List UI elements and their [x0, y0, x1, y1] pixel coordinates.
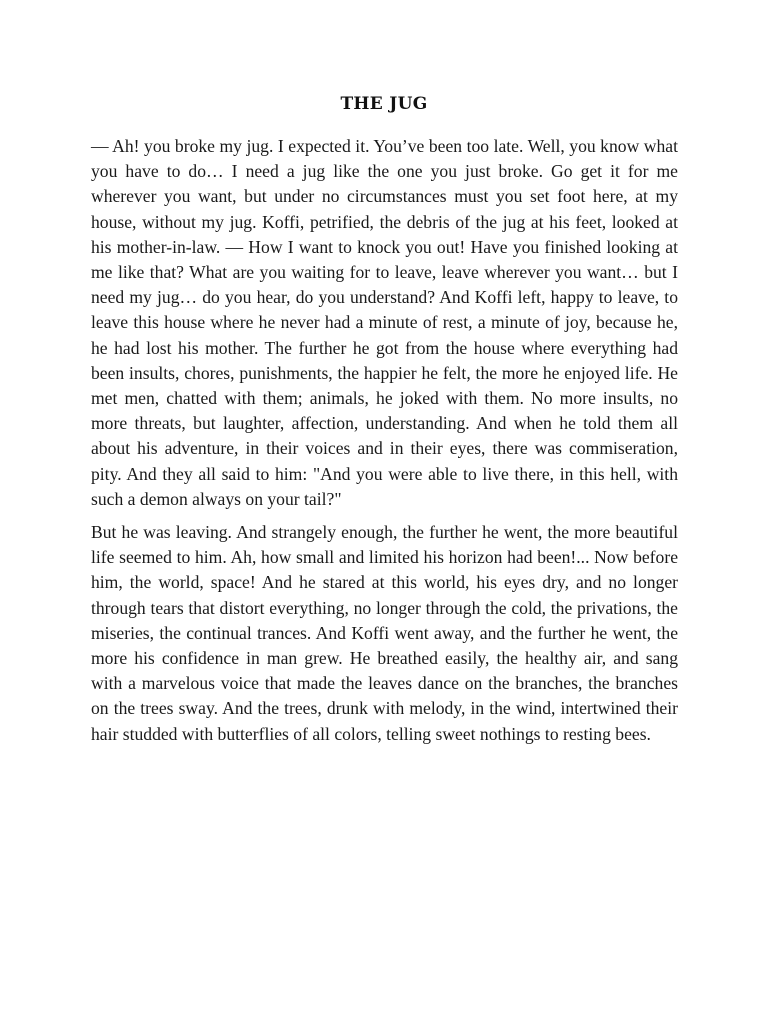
- document-body: [91, 134, 678, 755]
- document-title: THE JUG: [340, 94, 428, 114]
- paragraph-2: But he was leaving. And strangely enough, the further he went, the more beautiful life seemed to him. Ah, how small and limited his horizon had been!... Now before him, the world, space! And he stared at this world, his eyes dry, and no longer through tears that distort everything, no longer through the cold, the privations, the miseries, the continual trances. And Koffi went away, and the further he went, the more his confidence in man grew. He breathed easily, the healthy air, and sang with a marvelous voice that made the leaves dance on the branches, the branches on the trees sway. And the trees, drunk with melody, in the wind, intertwined their hair studded with butterflies of all colors, telling sweet nothings to resting bees.: [91, 522, 678, 744]
- paragraph-1: — Ah! you broke my jug. I expected it. You’ve been too late. Well, you know what you have to do… I need a jug like the one you just broke. Go get it for me wherever you want, but under no circumstances must you set foot here, at my house, without my jug. Koffi, petrified, the debris of the jug at his feet, looked at his mother-in-law. — How I want to knock you out! Have you finished looking at me like that? What are you waiting for to leave, leave wherever you want… but I need my jug… do you hear, do you understand? And Koffi left, happy to leave, to leave this house where he never had a minute of rest, a minute of joy, because he, he had lost his mother. The further he got from the house where everything had been insults, chores, punishments, the happier he felt, the more he enjoyed life. He met men, chatted with them; animals, he joked with them. No more insults, no more threats, but laughter, affection, understanding. And when he told them all about his adventure, in their voices and in their eyes, there was commiseration, pity. And they all said to him: "And you were able to live there, in this hell, with such a demon always on your tail?": [91, 136, 678, 509]
